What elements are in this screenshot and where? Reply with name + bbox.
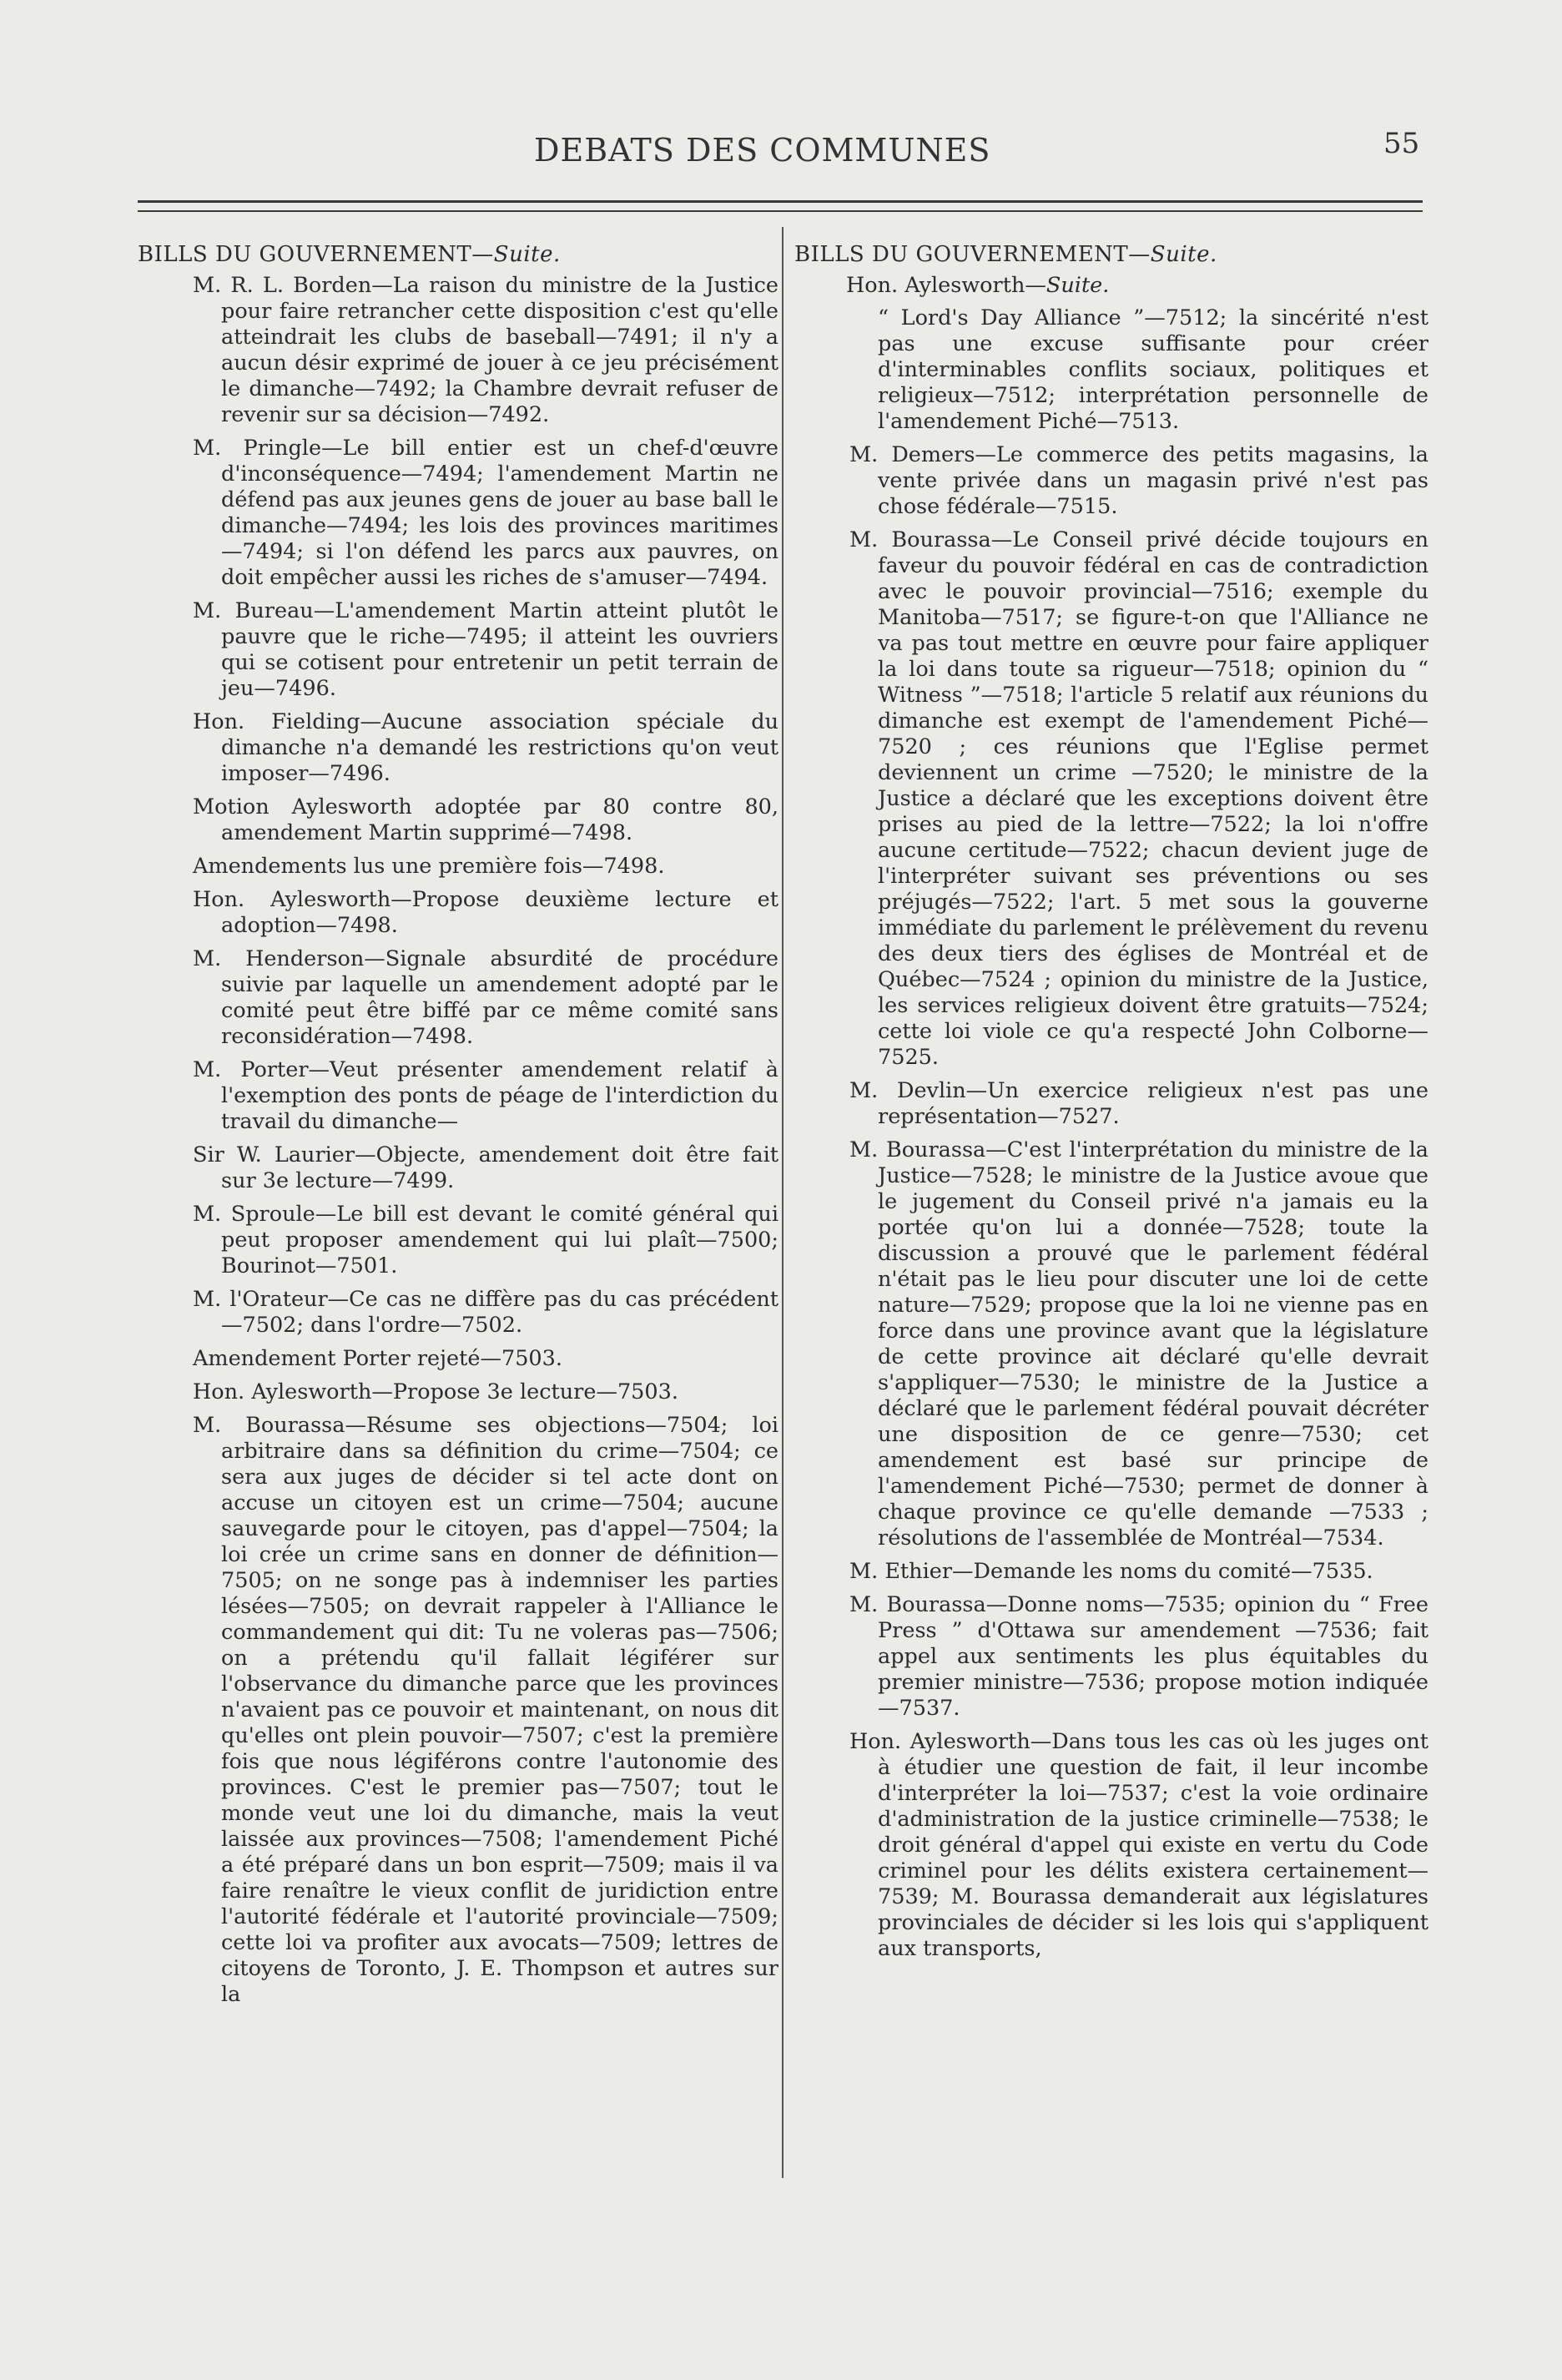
column-divider xyxy=(782,227,784,2178)
entry-bourassa-noms: M. Bourassa—Donne noms—7535; opinion du “ Free Press ” d'Ottawa sur amendement —7536; fait appel aux sentiments les plus équitables du premier ministre—7536; propose motion indiquée—7537. xyxy=(849,1592,1428,1721)
entry-motion-aylesworth: Motion Aylesworth adoptée par 80 contre 80, amendement Martin supprimé—7498. xyxy=(193,794,778,845)
entry-devlin: M. Devlin—Un exercice religieux n'est pas une représentation—7527. xyxy=(849,1078,1428,1129)
entry-fielding: Hon. Fielding—Aucune association spéciale du dimanche n'a demandé les restrictions qu'on veut imposer—7496. xyxy=(193,709,778,786)
header-rule-bottom xyxy=(138,210,1423,212)
entry-continuation: “ Lord's Day Alliance ”—7512; la sincérité n'est pas une excuse suffisante pour créer d'interminables conflits sociaux, politiques et religieux—7512; interprétation personnelle de l'amendement Piché—7513. xyxy=(878,305,1428,434)
entry-bourassa-resume: M. Bourassa—Résume ses objections—7504; loi arbitraire dans sa définition du crime—7504; ce sera aux juges de décider si tel acte dont on accuse un citoyen est un crime—7504; aucune sauvegarde pour le citoyen, pas d'appel—7504; la loi crée un crime sans en donner de définition—7505; on ne songe pas à indemniser les parties lésées—7505; on devrait rappeler à l'Alliance le commandement qui dit: Tu ne voleras pas—7506; on a prétendu qu'il fallait légiférer sur l'observance du dimanche parce que les provinces n'avaient pas ce pouvoir et maintenant, on nous dit qu'elles ont plein pouvoir—7507; c'est la première fois que nous légiférons contre l'autonomie des provinces. C'est le premier pas—7507; tout le monde veut une loi du dimanche, mais la veut laissée aux provinces—7508; l'amendement Piché a été préparé dans un bon esprit—7509; mais il va faire renaître le vieux conflit de juridiction entre l'autorité fédérale et l'autorité provinciale—7509; cette loi va profiter aux avocats—7509; lettres de citoyens de Toronto, J. E. Thompson et autres sur la xyxy=(193,1413,778,2007)
speaker-continuation xyxy=(846,273,1428,299)
left-section-heading xyxy=(138,242,778,268)
entry-henderson: M. Henderson—Signale absurdité de procédure suivie par laquelle un amendement adopté par le comité peut être biffé par ce même comité sans reconsidération—7498. xyxy=(193,946,778,1049)
entry-amendement-porter: Amendement Porter rejeté—7503. xyxy=(193,1346,562,1371)
entry-bourassa-conseil: M. Bourassa—Le Conseil privé décide toujours en faveur du pouvoir fédéral en cas de contradiction avec le pouvoir provincial—7516; exemple du Manitoba—7517; se figure-t-on que l'Alliance ne va pas tout mettre en œuvre pour faire appliquer la loi dans toute sa rigueur—7518; opinion du “ Witness ”—7518; l'article 5 relatif aux réunions du dimanche est exempt de l'amendement Piché—7520 ; ces réunions que l'Eglise permet deviennent un crime —7520; le ministre de la Justice a déclaré que les exceptions doivent être prises au pied de la lettre—7522; la loi n'offre aucune certitude—7522; chacun devient juge de l'interpréter suivant ses préventions ou ses préjugés—7522; l'art. 5 met sous la gouverne immédiate du parlement le prélèvement du revenu des deux tiers des églises de Montréal et de Québec—7524 ; opinion du ministre de la Justice, les services religieux doivent être gratuits—7524; cette loi viole ce qu'a respecté John Colborne—7525. xyxy=(849,527,1428,1070)
page-header xyxy=(0,0,1562,192)
entry-borden: M. R. L. Borden—La raison du ministre de la Justice pour faire retrancher cette disposition c'est qu'elle atteindrait les clubs de baseball—7491; il n'y a aucun désir exprimé de jouer à ce jeu précisément le dimanche—7492; la Chambre devrait refuser de revenir sur sa décision—7492. xyxy=(193,273,778,427)
entry-aylesworth-deuxieme: Hon. Aylesworth—Propose deuxième lecture et adoption—7498. xyxy=(193,887,778,938)
entry-porter: M. Porter—Veut présenter amendement relatif à l'exemption des ponts de péage de l'interdiction du travail du dimanche— xyxy=(193,1057,778,1134)
header-rule-top xyxy=(138,200,1423,203)
entry-pringle: M. Pringle—Le bill entier est un chef-d'œuvre d'inconséquence—7494; l'amendement Martin ne défend pas aux jeunes gens de jouer au base ball le dimanche—7494; les lois des provinces maritimes—7494; si l'on défend les parcs aux pauvres, on doit empêcher aussi les riches de s'amuser—7494. xyxy=(193,436,778,590)
entry-orateur: M. l'Orateur—Ce cas ne diffère pas du cas précédent—7502; dans l'ordre—7502. xyxy=(193,1287,778,1338)
right-section-heading xyxy=(794,242,1428,268)
entry-aylesworth-3e: Hon. Aylesworth—Propose 3e lecture—7503. xyxy=(193,1379,678,1404)
entry-sproule: M. Sproule—Le bill est devant le comité général qui peut proposer amendement qui lui plaît—7500; Bourinot—7501. xyxy=(193,1202,778,1278)
entry-laurier: Sir W. Laurier—Objecte, amendement doit être fait sur 3e lecture—7499. xyxy=(193,1142,778,1193)
left-heading-main: BILLS DU GOUVERNEMENT— xyxy=(138,242,494,267)
page-title: DEBATS DES COMMUNES xyxy=(534,132,991,169)
entry-aylesworth-juges: Hon. Aylesworth—Dans tous les cas où les juges ont à étudier une question de fait, il leur incombe d'interpréter la loi—7537; c'est la voie ordinaire d'administration de la justice criminelle—7538; le droit général d'appel qui existe en vertu du Code criminel pour les délits existera certainement—7539; M. Bourassa demanderait aux législatures provinciales de décider si les lois qui s'appliquent aux transports, xyxy=(849,1729,1428,1961)
entry-bureau: M. Bureau—L'amendement Martin atteint plutôt le pauvre que le riche—7495; il atteint les ouvriers qui se cotisent pour entretenir un petit terrain de jeu—7496. xyxy=(193,598,778,701)
right-column xyxy=(794,242,1428,1969)
right-heading-suffix: Suite. xyxy=(1150,242,1217,267)
page-number: 55 xyxy=(1383,127,1420,160)
speaker-suffix: Suite. xyxy=(1046,273,1110,298)
speaker-main: Hon. Aylesworth— xyxy=(846,273,1046,298)
left-column xyxy=(138,242,778,2015)
left-heading-suffix: Suite. xyxy=(493,242,561,267)
entry-demers: M. Demers—Le commerce des petits magasins, la vente privée dans un magasin privé n'est pas chose fédérale—7515. xyxy=(849,442,1428,519)
entry-bourassa-interpretation: M. Bourassa—C'est l'interprétation du ministre de la Justice—7528; le ministre de la Justice avoue que le jugement du Conseil privé n'a jamais eu la portée qu'on lui a donnée—7528; toute la discussion a prouvé que le parlement fédéral n'était pas le lieu pour discuter une loi de cette nature—7529; propose que la loi ne vienne pas en force dans une province avant que la législature de cette province ait déclaré qu'elle devrait s'appliquer—7530; le ministre de la Justice a déclaré que le parlement fédéral pouvait décréter une disposition de ce genre—7530; cet amendement est basé sur principe de l'amendement Piché—7530; permet de donner à chaque province ce qu'elle demande —7533 ; résolutions de l'assemblée de Montréal—7534. xyxy=(849,1137,1428,1551)
right-heading-main: BILLS DU GOUVERNEMENT— xyxy=(794,242,1151,267)
entry-amendements-lus: Amendements lus une première fois—7498. xyxy=(193,854,665,879)
entry-ethier: M. Ethier—Demande les noms du comité—7535. xyxy=(849,1559,1373,1584)
